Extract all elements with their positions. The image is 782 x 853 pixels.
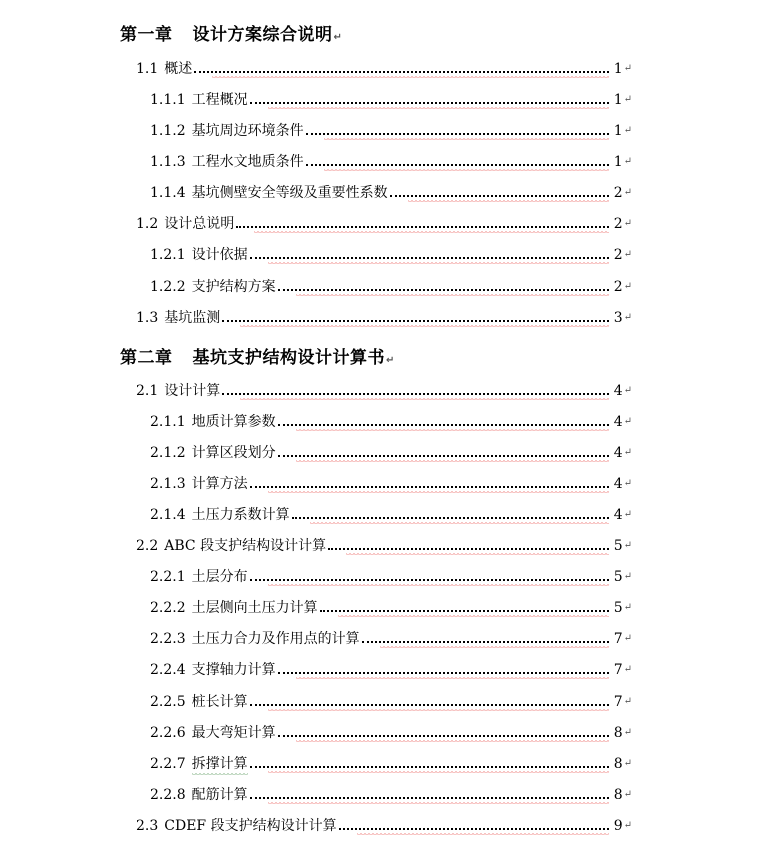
toc-number: 2.1.4 <box>150 507 186 523</box>
toc-entry[interactable] <box>150 277 632 297</box>
dot-leader <box>292 505 609 525</box>
toc-title: 地质计算参数 <box>191 414 276 430</box>
dot-leader <box>250 567 609 587</box>
toc-entry[interactable] <box>150 505 632 525</box>
toc-title: 支护结构方案 <box>191 279 276 295</box>
toc-title: 设计依据 <box>191 247 248 263</box>
toc-page: 4 <box>613 414 623 430</box>
toc-number: 2.2.6 <box>150 725 186 741</box>
dot-leader <box>250 245 609 265</box>
toc-number: 2.2.1 <box>150 569 186 585</box>
toc-number: 1.3 <box>136 310 159 326</box>
toc-page: 8 <box>613 725 623 741</box>
dot-leader <box>306 121 609 141</box>
toc-title: 基坑侧壁安全等级及重要性系数 <box>191 185 388 201</box>
toc-page: 4 <box>613 476 623 492</box>
toc-entry[interactable] <box>150 183 632 203</box>
toc-entry[interactable] <box>150 121 632 141</box>
dot-leader <box>250 754 609 774</box>
paragraph-mark-icon: ↵ <box>623 540 632 551</box>
dot-leader <box>194 59 608 79</box>
toc-number: 1.1.4 <box>150 185 186 201</box>
toc-number: 1.1.3 <box>150 154 186 170</box>
dot-leader <box>236 214 608 234</box>
toc-page: 8 <box>613 756 623 772</box>
toc-entry[interactable] <box>150 723 632 743</box>
toc-page: 4 <box>613 383 623 399</box>
paragraph-mark-icon: ↵ <box>333 32 343 43</box>
paragraph-mark-icon: ↵ <box>623 187 632 198</box>
toc-number: 2.2.7 <box>150 756 186 772</box>
toc-number: 2.2.3 <box>150 631 186 647</box>
toc-page: 5 <box>613 538 623 554</box>
paragraph-mark-icon: ↵ <box>623 696 632 707</box>
paragraph-mark-icon: ↵ <box>623 789 632 800</box>
toc-number: 2.3 <box>136 818 159 834</box>
toc-title: 配筋计算 <box>191 787 248 803</box>
chapter-1-heading <box>120 20 342 45</box>
toc-number: 2.2.2 <box>150 600 186 616</box>
toc-entry[interactable] <box>150 412 632 432</box>
dot-leader <box>306 152 609 172</box>
dot-leader <box>362 629 609 649</box>
toc-entry[interactable] <box>136 59 632 79</box>
toc-page: 4 <box>613 507 623 523</box>
paragraph-mark-icon: ↵ <box>623 218 632 229</box>
toc-entry[interactable] <box>150 90 632 110</box>
toc-entry[interactable] <box>150 660 632 680</box>
toc-page: 5 <box>613 569 623 585</box>
toc-title: 工程概况 <box>191 92 248 108</box>
toc-number: 2.2.5 <box>150 694 186 710</box>
toc-title <box>192 754 248 774</box>
paragraph-mark-icon: ↵ <box>623 125 632 136</box>
toc-page: 4 <box>613 445 623 461</box>
toc-number: 2.2 <box>136 538 159 554</box>
toc-entry[interactable] <box>136 381 632 401</box>
toc-page: 9 <box>613 818 623 834</box>
toc-number: 2.2.8 <box>150 787 186 803</box>
dot-leader <box>320 598 609 618</box>
paragraph-mark-icon: ↵ <box>623 571 632 582</box>
toc-number: 1.2 <box>136 216 159 232</box>
dot-leader <box>250 90 609 110</box>
paragraph-mark-icon: ↵ <box>386 355 395 366</box>
toc-entry[interactable] <box>136 816 632 836</box>
toc-title: 土层侧向土压力计算 <box>191 600 318 616</box>
dot-leader <box>278 277 609 297</box>
paragraph-mark-icon: ↵ <box>623 447 632 458</box>
toc-number: 1.1 <box>136 61 159 77</box>
dot-leader <box>278 443 609 463</box>
toc-number: 2.2.4 <box>150 662 186 678</box>
cut-off-heading <box>360 0 450 2</box>
toc-title: 工程水文地质条件 <box>191 154 304 170</box>
toc-title: CDEF 段支护结构设计计算 <box>164 818 337 834</box>
toc-title: ABC 段支护结构设计计算 <box>164 538 327 554</box>
toc-entry[interactable] <box>150 754 632 774</box>
toc-entry[interactable] <box>150 474 632 494</box>
toc-number: 1.2.2 <box>150 279 186 295</box>
toc-page: 2 <box>613 279 623 295</box>
paragraph-mark-icon: ↵ <box>623 312 632 323</box>
paragraph-mark-icon: ↵ <box>623 94 632 105</box>
toc-page: 3 <box>613 310 623 326</box>
toc-title: 概述 <box>164 61 193 77</box>
toc-number: 1.1.2 <box>150 123 186 139</box>
paragraph-mark-icon: ↵ <box>623 416 632 427</box>
toc-entry[interactable] <box>136 308 632 328</box>
cut-off-next-entry <box>185 846 245 853</box>
paragraph-mark-icon: ↵ <box>623 509 632 520</box>
toc-page: 1 <box>613 92 623 108</box>
toc-entry[interactable] <box>150 567 632 587</box>
paragraph-mark-icon: ↵ <box>623 602 632 613</box>
paragraph-mark-icon: ↵ <box>623 633 632 644</box>
toc-page: 7 <box>613 631 623 647</box>
toc-page: 5 <box>613 600 623 616</box>
paragraph-mark-icon: ↵ <box>623 478 632 489</box>
toc-title: 设计总说明 <box>164 216 235 232</box>
toc-title: 支撑轴力计算 <box>191 662 276 678</box>
chapter-title: 基坑支护结构设计计算书 <box>192 348 385 368</box>
dot-leader <box>222 308 608 328</box>
toc-number: 2.1.3 <box>150 476 186 492</box>
toc-page: 2 <box>613 247 623 263</box>
dot-leader <box>328 536 609 556</box>
chapter-title: 设计方案综合说明 <box>192 25 333 45</box>
chapter-2-heading <box>120 343 395 368</box>
paragraph-mark-icon: ↵ <box>623 63 632 74</box>
dot-leader <box>222 381 608 401</box>
dot-leader <box>278 723 609 743</box>
toc-title: 桩长计算 <box>191 694 248 710</box>
paragraph-mark-icon: ↵ <box>623 385 632 396</box>
dot-leader <box>250 785 609 805</box>
toc-entry[interactable] <box>150 692 632 712</box>
toc-entry[interactable] <box>150 443 632 463</box>
chapter-label: 第二章 <box>120 348 173 368</box>
dot-leader <box>250 474 609 494</box>
toc-title: 土层分布 <box>191 569 248 585</box>
toc-entry[interactable] <box>136 536 632 556</box>
toc-page: 7 <box>613 662 623 678</box>
toc-entry[interactable] <box>150 245 632 265</box>
paragraph-mark-icon: ↵ <box>623 156 632 167</box>
toc-title: 最大弯矩计算 <box>191 725 276 741</box>
toc-entry[interactable] <box>150 598 632 618</box>
dot-leader <box>278 412 609 432</box>
toc-entry[interactable] <box>150 785 632 805</box>
paragraph-mark-icon: ↵ <box>623 664 632 675</box>
toc-title: 计算区段划分 <box>191 445 276 461</box>
chapter-label: 第一章 <box>120 25 173 45</box>
grammar-squiggle <box>192 773 248 776</box>
toc-title: 土压力合力及作用点的计算 <box>191 631 360 647</box>
paragraph-mark-icon: ↵ <box>623 249 632 260</box>
paragraph-mark-icon: ↵ <box>623 820 632 831</box>
dot-leader <box>390 183 609 203</box>
toc-title: 基坑周边环境条件 <box>191 123 304 139</box>
toc-number: 2.1.2 <box>150 445 186 461</box>
toc-title: 土压力系数计算 <box>191 507 290 523</box>
toc-page: 8 <box>613 787 623 803</box>
toc-title: 基坑监测 <box>164 310 221 326</box>
toc-number: 1.1.1 <box>150 92 186 108</box>
toc-title: 设计计算 <box>164 383 221 399</box>
toc-page: 1 <box>613 123 623 139</box>
toc-page: 1 <box>613 61 623 77</box>
paragraph-mark-icon: ↵ <box>623 758 632 769</box>
dot-leader <box>278 660 609 680</box>
dot-leader <box>250 692 609 712</box>
toc-title: 计算方法 <box>191 476 248 492</box>
dot-leader <box>339 816 609 836</box>
toc-title-text: 拆撑计算 <box>191 756 248 772</box>
toc-page: 2 <box>613 216 623 232</box>
paragraph-mark-icon: ↵ <box>623 281 632 292</box>
toc-number: 2.1 <box>136 383 159 399</box>
toc-page: 1 <box>613 154 623 170</box>
toc-page: 7 <box>613 694 623 710</box>
toc-entry[interactable] <box>150 629 632 649</box>
toc-page: 2 <box>613 185 623 201</box>
toc-number: 2.1.1 <box>150 414 186 430</box>
toc-entry[interactable] <box>150 152 632 172</box>
paragraph-mark-icon: ↵ <box>623 727 632 738</box>
toc-entry[interactable] <box>136 214 632 234</box>
toc-number: 1.2.1 <box>150 247 186 263</box>
